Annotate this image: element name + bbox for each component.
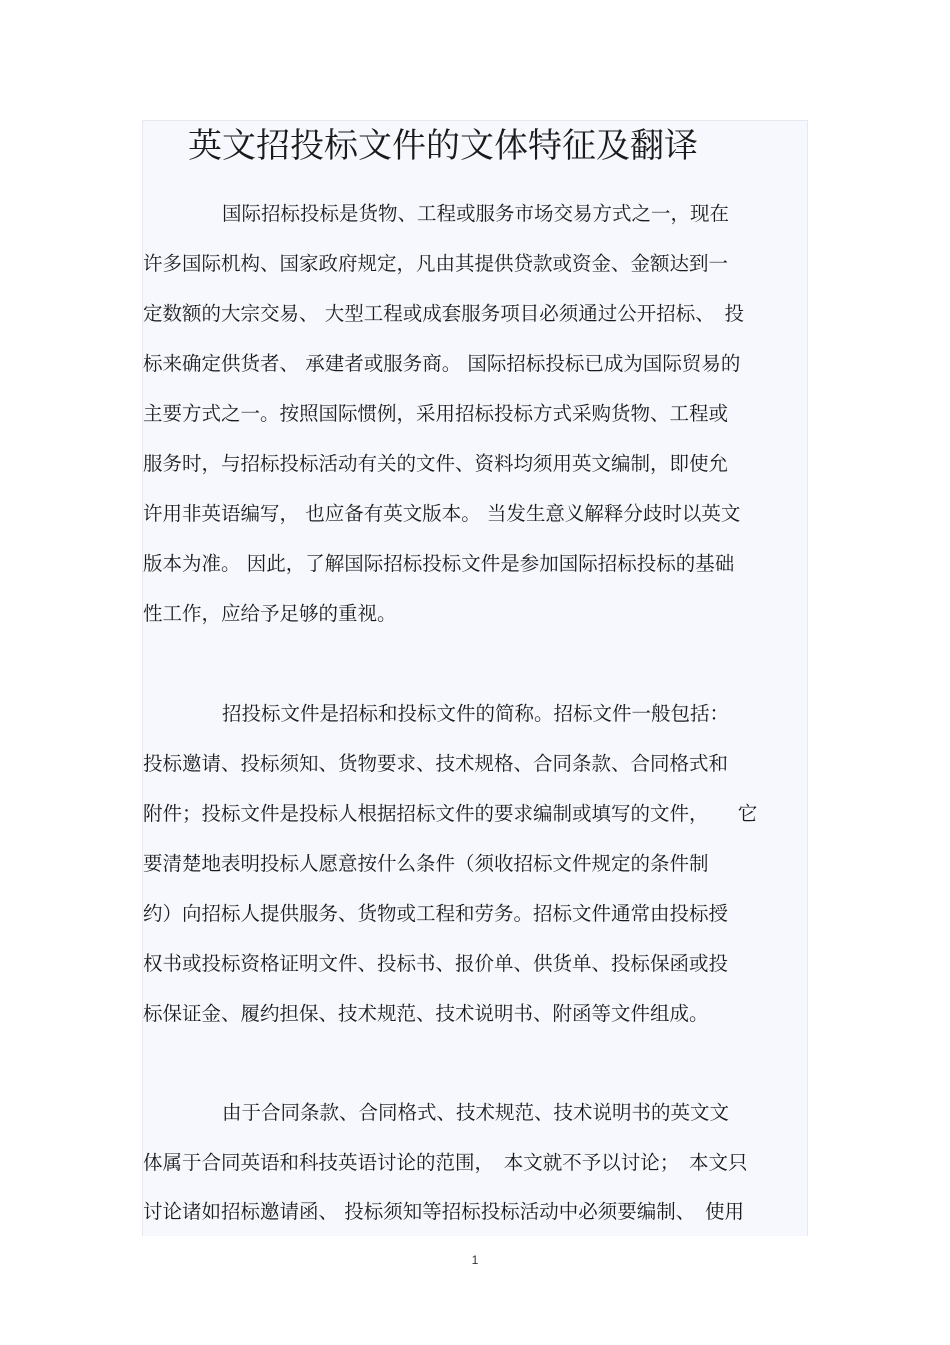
paragraph-2-line-2: 投标邀请、投标须知、货物要求、技术规格、合同条款、合同格式和 (143, 752, 729, 775)
paragraph-1-line-7: 许用非英语编写， 也应备有英文版本。 当发生意义解释分歧时以英文 (143, 502, 741, 525)
paragraph-2-line-3: 附件；投标文件是投标人根据招标文件的要求编制或填写的文件， 它 (143, 802, 758, 825)
paragraph-2-line-4: 要清楚地表明投标人愿意按什么条件（须收招标文件规定的条件制 (143, 852, 709, 875)
paragraph-2-line-1: 招投标文件是招标和投标文件的简称。招标文件一般包括： (222, 702, 730, 725)
paragraph-2-line-7: 标保证金、履约担保、技术规范、技术说明书、附函等文件组成。 (143, 1002, 709, 1025)
paragraph-1-line-1: 国际招标投标是货物、工程或服务市场交易方式之一，现在 (222, 202, 730, 225)
paragraph-2-line-6: 权书或投标资格证明文件、投标书、报价单、供货单、投标保函或投 (143, 952, 729, 975)
paragraph-1-line-5: 主要方式之一。按照国际惯例，采用招标投标方式采购货物、工程或 (143, 402, 729, 425)
paragraph-3-line-3: 讨论诸如招标邀请函、 投标须知等招标投标活动中必须要编制、 使用 (143, 1200, 744, 1223)
paragraph-1-line-6: 服务时，与招标投标活动有关的文件、资料均须用英文编制，即使允 (143, 452, 729, 475)
page-background (142, 120, 808, 1236)
document-title: 英文招投标文件的文体特征及翻译 (188, 126, 698, 166)
paragraph-1-line-4: 标来确定供货者、 承建者或服务商。 国际招标投标已成为国际贸易的 (143, 352, 741, 375)
paragraph-3-line-2: 体属于合同英语和科技英语讨论的范围， 本文就不予以讨论； 本文只 (143, 1151, 748, 1174)
paragraph-1-line-3: 定数额的大宗交易、 大型工程或成套服务项目必须通过公开招标、 投 (143, 302, 744, 325)
page-number: 1 (471, 1253, 479, 1267)
paragraph-1-line-2: 许多国际机构、国家政府规定，凡由其提供贷款或资金、金额达到一 (143, 252, 729, 275)
paragraph-2-line-5: 约）向招标人提供服务、货物或工程和劳务。招标文件通常由投标授 (143, 902, 729, 925)
paragraph-3-line-1: 由于合同条款、合同格式、技术规范、技术说明书的英文文 (222, 1101, 730, 1124)
paragraph-1-line-8: 版本为准。 因此，了解国际招标投标文件是参加国际招标投标的基础 (143, 552, 735, 575)
paragraph-1-line-9: 性工作，应给予足够的重视。 (143, 602, 397, 625)
